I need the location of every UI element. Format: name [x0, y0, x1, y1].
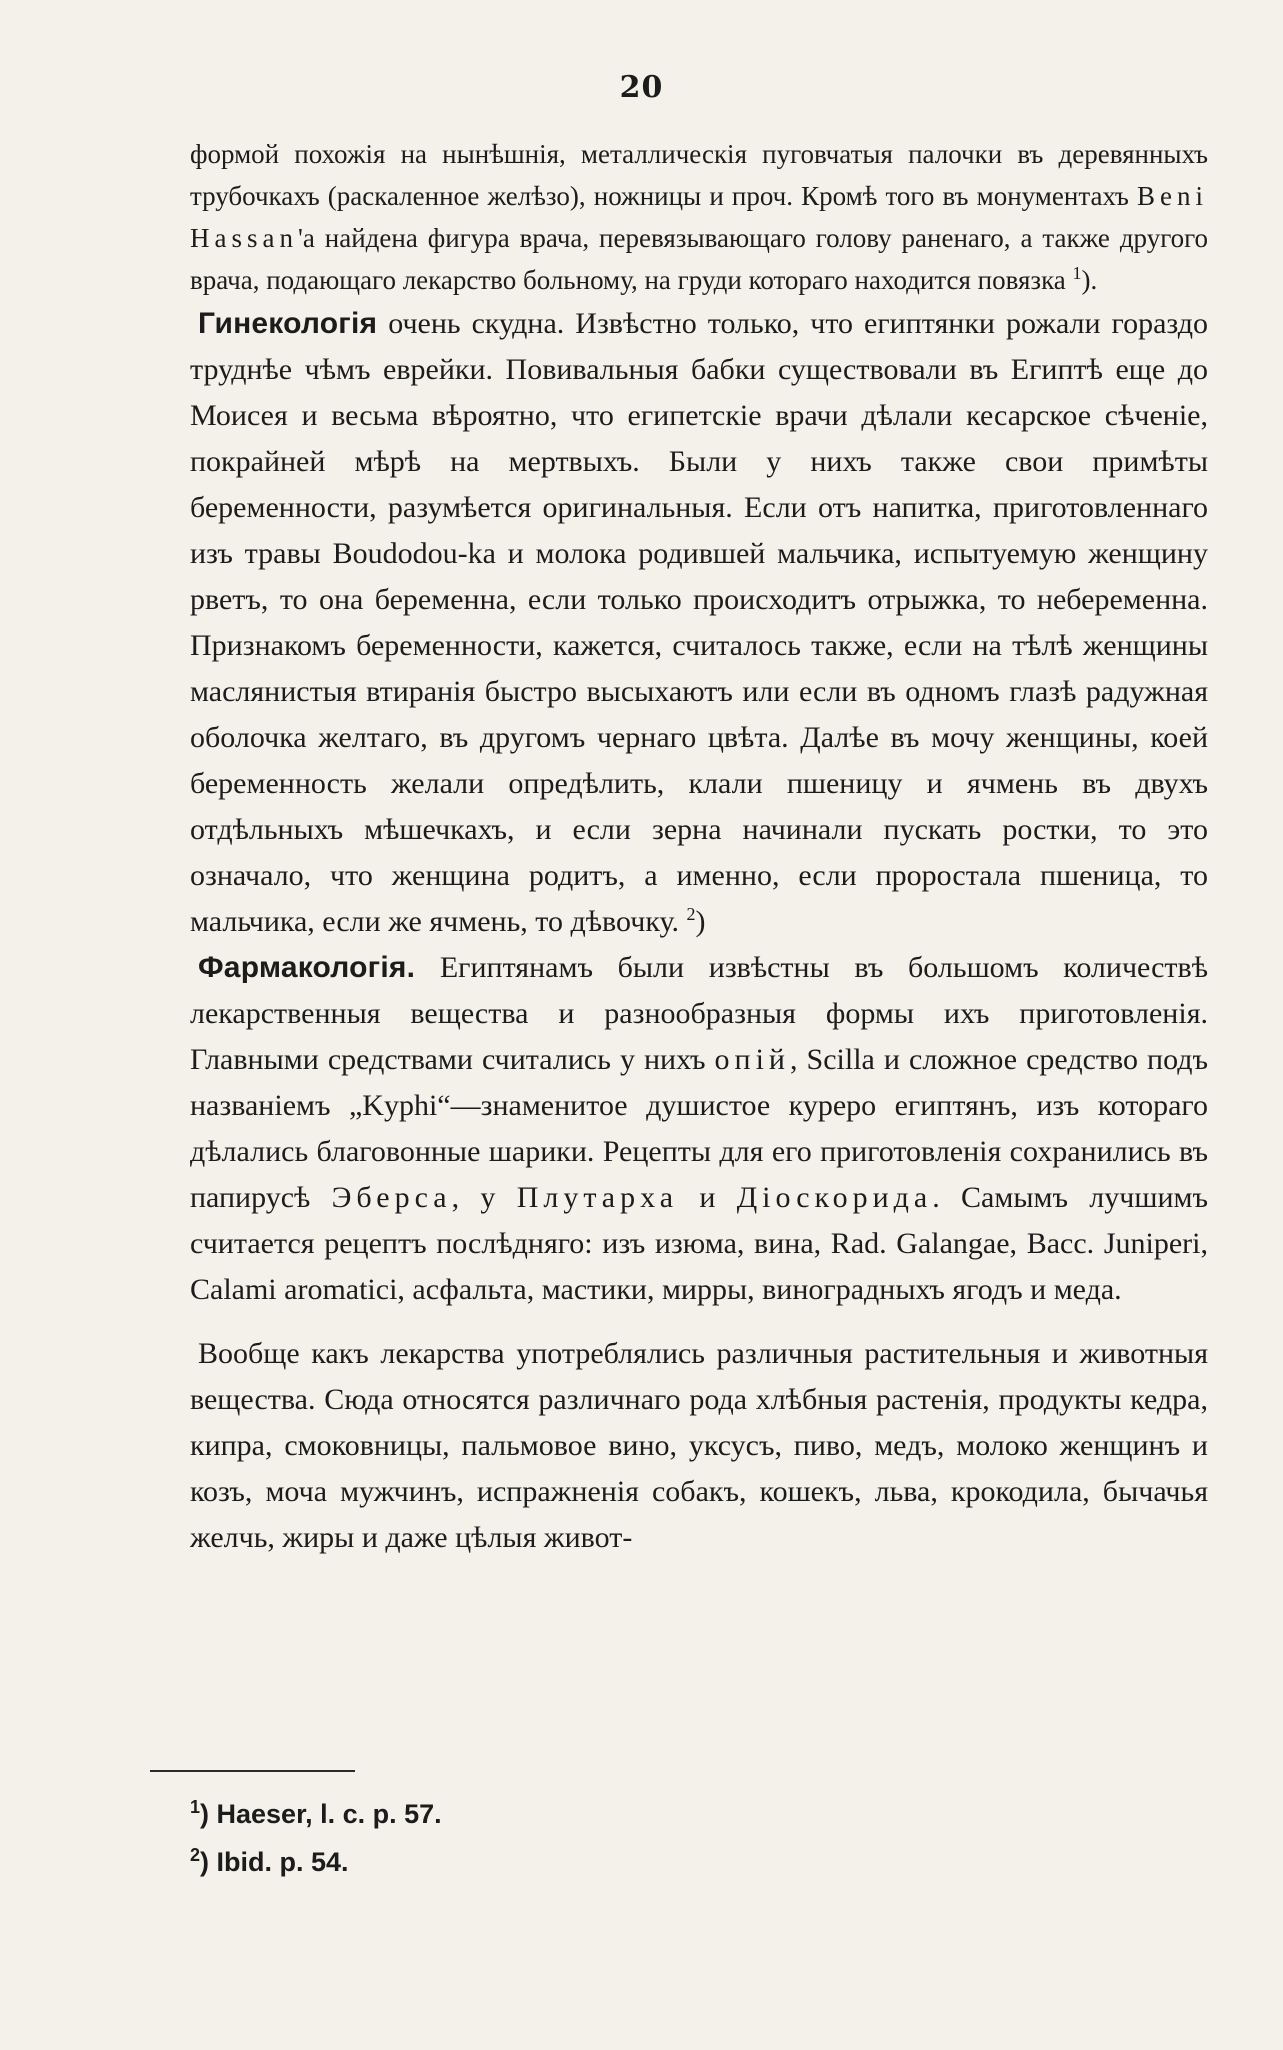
author-name-spaced: Эберса [331, 1181, 452, 1214]
footnote-reference: 2 [686, 904, 696, 924]
paragraph-text: Египтянамъ были извѣстны въ большомъ количествѣ лекарственныя вещества и разнообразныя формы ихъ приготовленія. Главными средствами считались у нихъ [190, 951, 1208, 1076]
paragraph-pharmacology [190, 945, 1208, 1313]
footnote-divider [150, 1770, 355, 1772]
page-number: 20 [619, 70, 664, 105]
paragraph-gynecology [190, 301, 1208, 945]
footnote [190, 1838, 442, 1886]
paragraph-surgical-tools [190, 133, 1208, 301]
place-name-spaced: Beni Hassan [190, 181, 1208, 253]
paragraph-text: ). [1081, 265, 1098, 295]
paragraph-text: , Scilla и сложное средство подъ названіемъ „Kyphi“—знаменитое душистое куреро египтянъ, изъ котораго дѣлались благовонные шарики. Рецепты для его приготовленія сохранились въ папирусѣ [190, 1043, 1208, 1214]
author-name-spaced: Діоскорида [736, 1181, 933, 1214]
section-heading-gynecology: Гинекологія [198, 307, 378, 340]
footnote [190, 1790, 442, 1838]
paragraph-remedies [190, 1331, 1208, 1561]
footnote-marker: 2 [190, 1845, 201, 1865]
paragraph-text: , у [451, 1181, 517, 1214]
paragraph-text: формой похожія на нынѣшнія, металлическія пуговчатыя палочки въ деревянныхъ трубочкахъ (раскаленное желѣзо), ножницы и проч. Кромѣ того въ монументахъ [190, 139, 1208, 211]
footnote-text: ) Haeser, l. c. p. 57. [200, 1799, 442, 1829]
paragraph-text: ) [695, 905, 706, 938]
author-name-spaced: Плутарха [516, 1181, 679, 1214]
paragraph-text: Вообще какъ лекарства употреблялись различныя растительныя и животныя вещества. Сюда относятся различнаго рода хлѣбныя растенія, продукты кедра, кипра, смоковницы, пальмовое вино, уксусъ, пиво, медъ, молоко женщинъ и козъ, моча мужчинъ, испражненія собакъ, кошекъ, льва, крокодила, бычачья желчь, жиры и даже цѣлыя живот- [190, 1337, 1208, 1554]
section-heading-pharmacology: Фармакологія. [198, 951, 416, 984]
paragraph-text: и [678, 1181, 737, 1214]
footnote-text: ) Ibid. p. 54. [200, 1847, 349, 1877]
footnote-reference: 1 [1072, 263, 1082, 283]
body-text [190, 133, 1208, 1561]
footnotes [190, 1790, 442, 1886]
spaced-term: опій [714, 1043, 790, 1076]
paragraph-text: 'а найдена фигура врача, перевязывающаго голову раненаго, а также другого врача, подающаго лекарство больному, на груди котораго находится повязка [190, 223, 1208, 295]
paragraph-text: . Самымъ лучшимъ считается рецептъ послѣдняго: изъ изюма, вина, Rad. Galangae, Bacc. Juniperi, Calami aromatici, асфальта, мастики, мирры, виноградныхъ ягодъ и меда. [190, 1181, 1208, 1306]
footnote-marker: 1 [190, 1797, 201, 1817]
paragraph-text: очень скудна. Извѣстно только, что египтянки рожали гораздо труднѣе чѣмъ еврейки. Повивальныя бабки существовали въ Египтѣ еще до Моисея и весьма вѣроятно, что египетскіе врачи дѣлали кесарское сѣченіе, покрайней мѣрѣ на мертвыхъ. Были у нихъ также свои примѣты беременности, разумѣется оригинальныя. Если отъ напитка, приготовленнаго изъ травы Boudodou-ka и молока родившей мальчика, испытуемую женщину рветъ, то она беременна, если только происходитъ отрыжка, то небеременна. Признакомъ беременности, кажется, считалось также, если на тѣлѣ женщины маслянистыя втиранія быстро высыхаютъ или если въ одномъ глазѣ радужная оболочка желтаго, въ другомъ чернаго цвѣта. Далѣе въ мочу женщины, коей беременность желали опредѣлить, клали пшеницу и ячмень въ двухъ отдѣльныхъ мѣшечкахъ, и если зерна начинали пускать ростки, то это означало, что женщина родитъ, а именно, если проростала пшеница, то мальчика, если же ячмень, то дѣвочку. [190, 307, 1208, 938]
